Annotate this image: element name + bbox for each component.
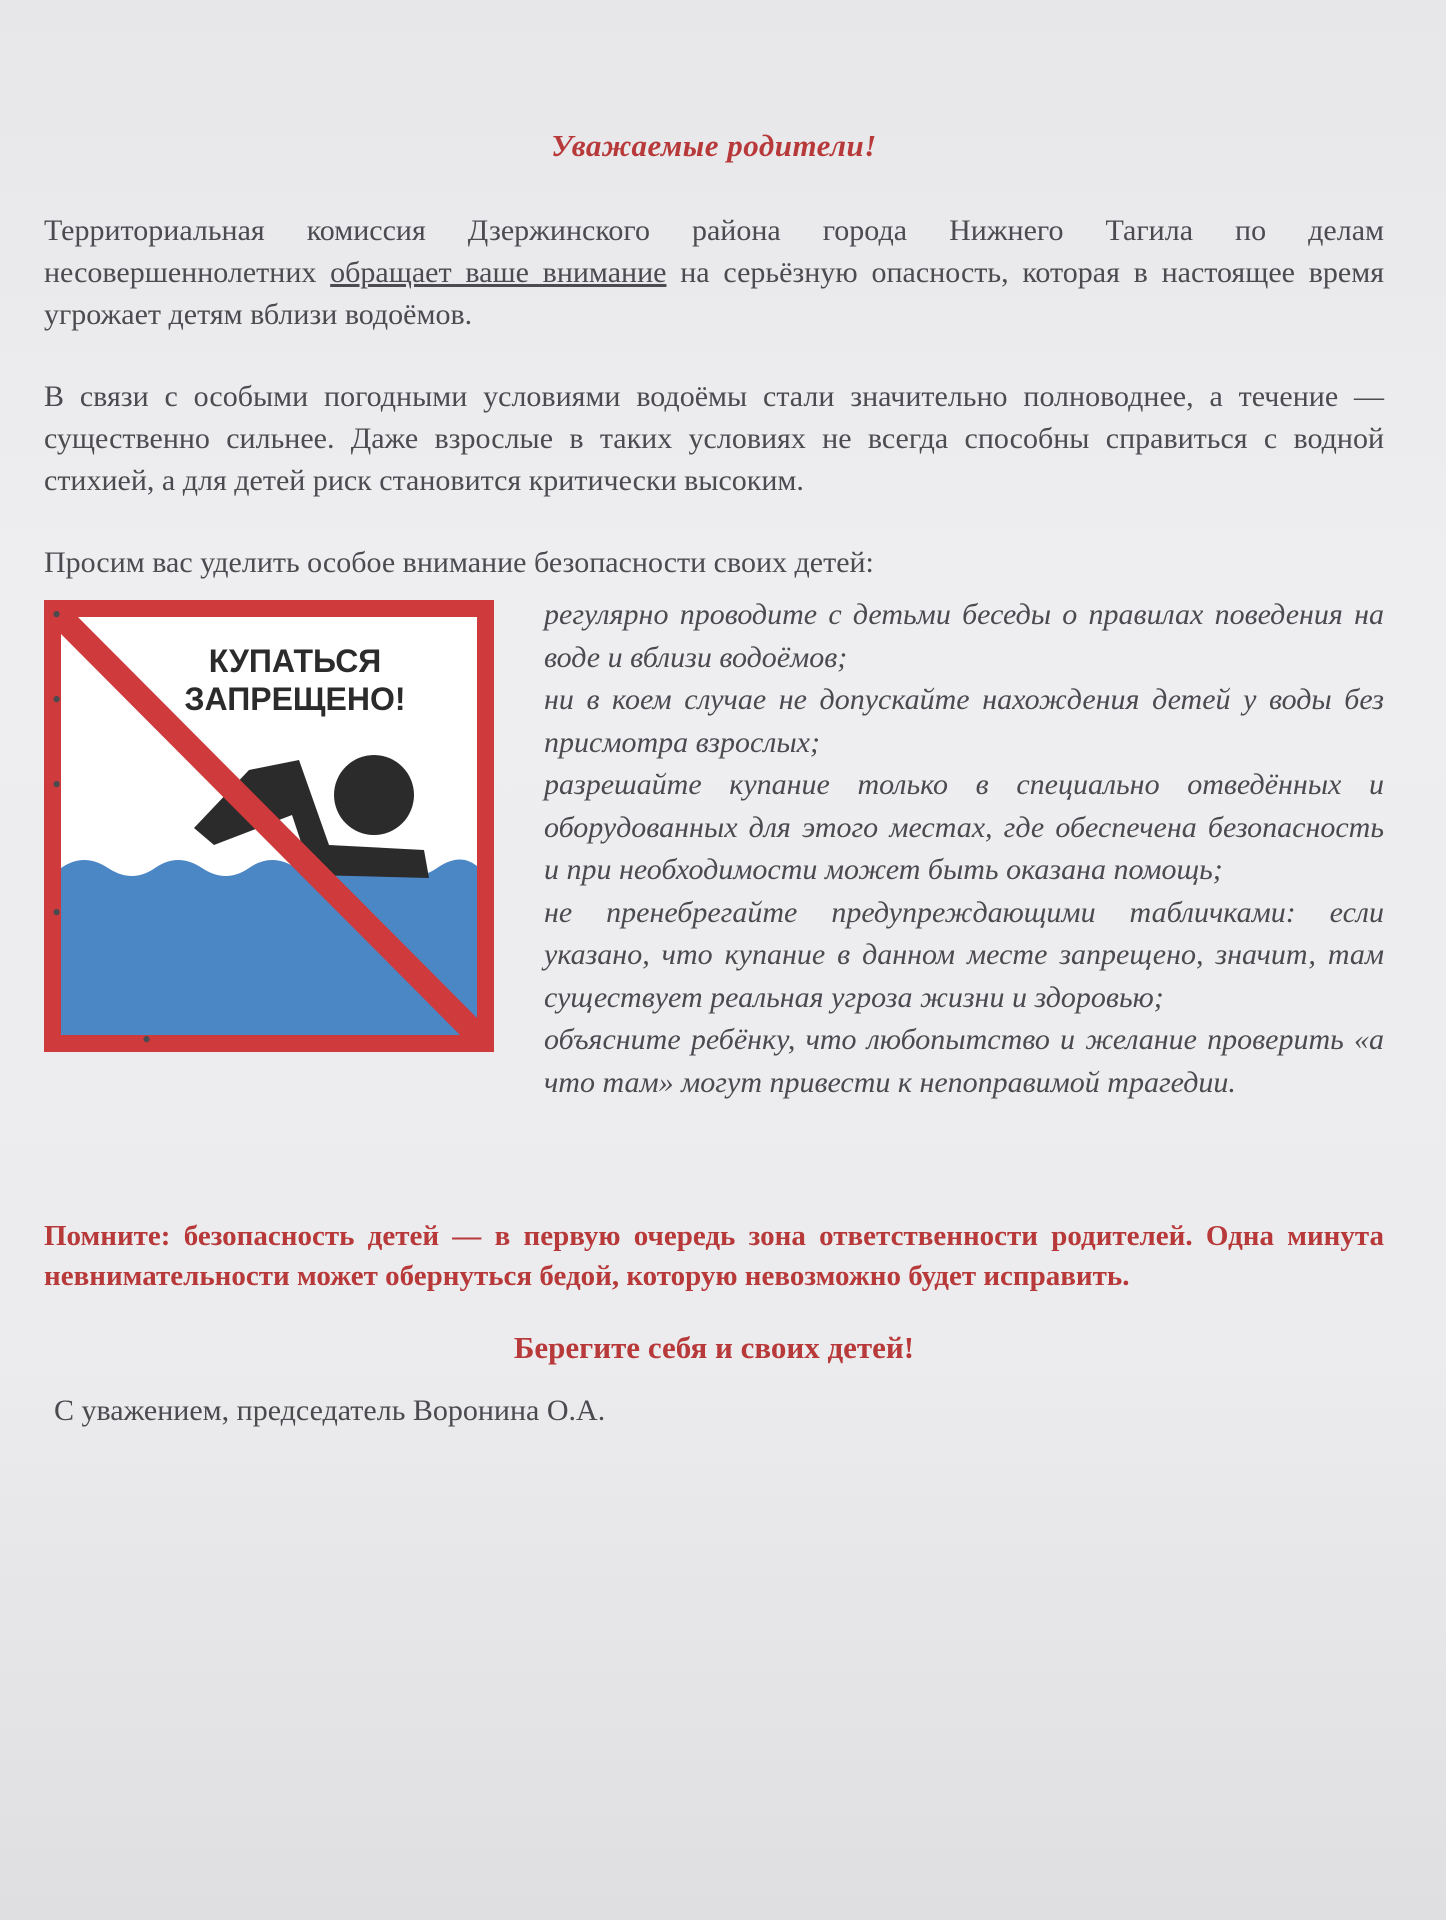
list-item (44, 679, 1384, 764)
rule-text: не пренебрегайте предупреждающими табличками: если указано, что купание в данном месте запрещено, значит, там существует реальная угроза жизни и здоровью; (544, 895, 1384, 1014)
closing-line: Берегите себя и своих детей! (513, 1330, 915, 1365)
intro-underlined-text: обращает ваше внимание (330, 256, 667, 289)
letter-title: Уважаемые родители! (551, 128, 877, 163)
intro-text-start: Территориальная комиссия Дзержинского района города Нижнего Тагила по делам несовершеннолетних (44, 214, 1384, 289)
list-item (134, 1019, 1384, 1104)
letter-body (44, 128, 1384, 1428)
bullet-icon: • (52, 600, 62, 629)
sign-text-line1: КУПАТЬСЯ (208, 643, 382, 679)
list-item (44, 594, 1384, 679)
signature-line: С уважением, председатель Воронина О.А. (54, 1394, 606, 1427)
bullet-icon: • (142, 1025, 152, 1054)
intro-paragraph (44, 210, 1384, 336)
safety-rules-list (44, 594, 1384, 1104)
rule-text: ни в коем случае не допускайте нахождения детей у воды без присмотра взрослых; (544, 683, 1384, 759)
rule-text: регулярно проводите с детьми беседы о правилах поведения на воде и вблизи водоёмов; (544, 598, 1384, 674)
sign-text-line2: ЗАПРЕЩЕНО! (184, 681, 406, 717)
request-lead: Просим вас уделить особое внимание безопасности своих детей: (44, 546, 874, 579)
rule-text: объясните ребёнку, что любопытство и желание проверить «а что там» могут привести к непоправимой трагедии. (544, 1023, 1384, 1099)
bullet-icon: • (52, 685, 62, 714)
intro-text-end: на серьёзную опасность, которая в настоящее время угрожает детям вблизи водоёмов. (44, 256, 1385, 331)
list-item (44, 764, 1384, 892)
list-item (44, 892, 1384, 1020)
rule-text: разрешайте купание только в специально отведённых и оборудованных для этого местах, где обеспечена безопасность и при необходимости может быть оказана помощь; (544, 768, 1384, 886)
bullet-icon: • (52, 770, 62, 799)
warning-paragraph: Помните: безопасность детей — в первую очередь зона ответственности родителей. Одна минута невнимательности может обернуться бедой, которую невозможно будет исправить. (44, 1220, 1384, 1292)
bullet-icon: • (52, 897, 62, 927)
conditions-paragraph: В связи с особыми погодными условиями водоёмы стали значительно полноводнее, а течение — существенно сильнее. Даже взрослые в таких условиях не всегда способны справиться с водной стихией, а для детей риск становится критически высоким. (44, 380, 1384, 497)
